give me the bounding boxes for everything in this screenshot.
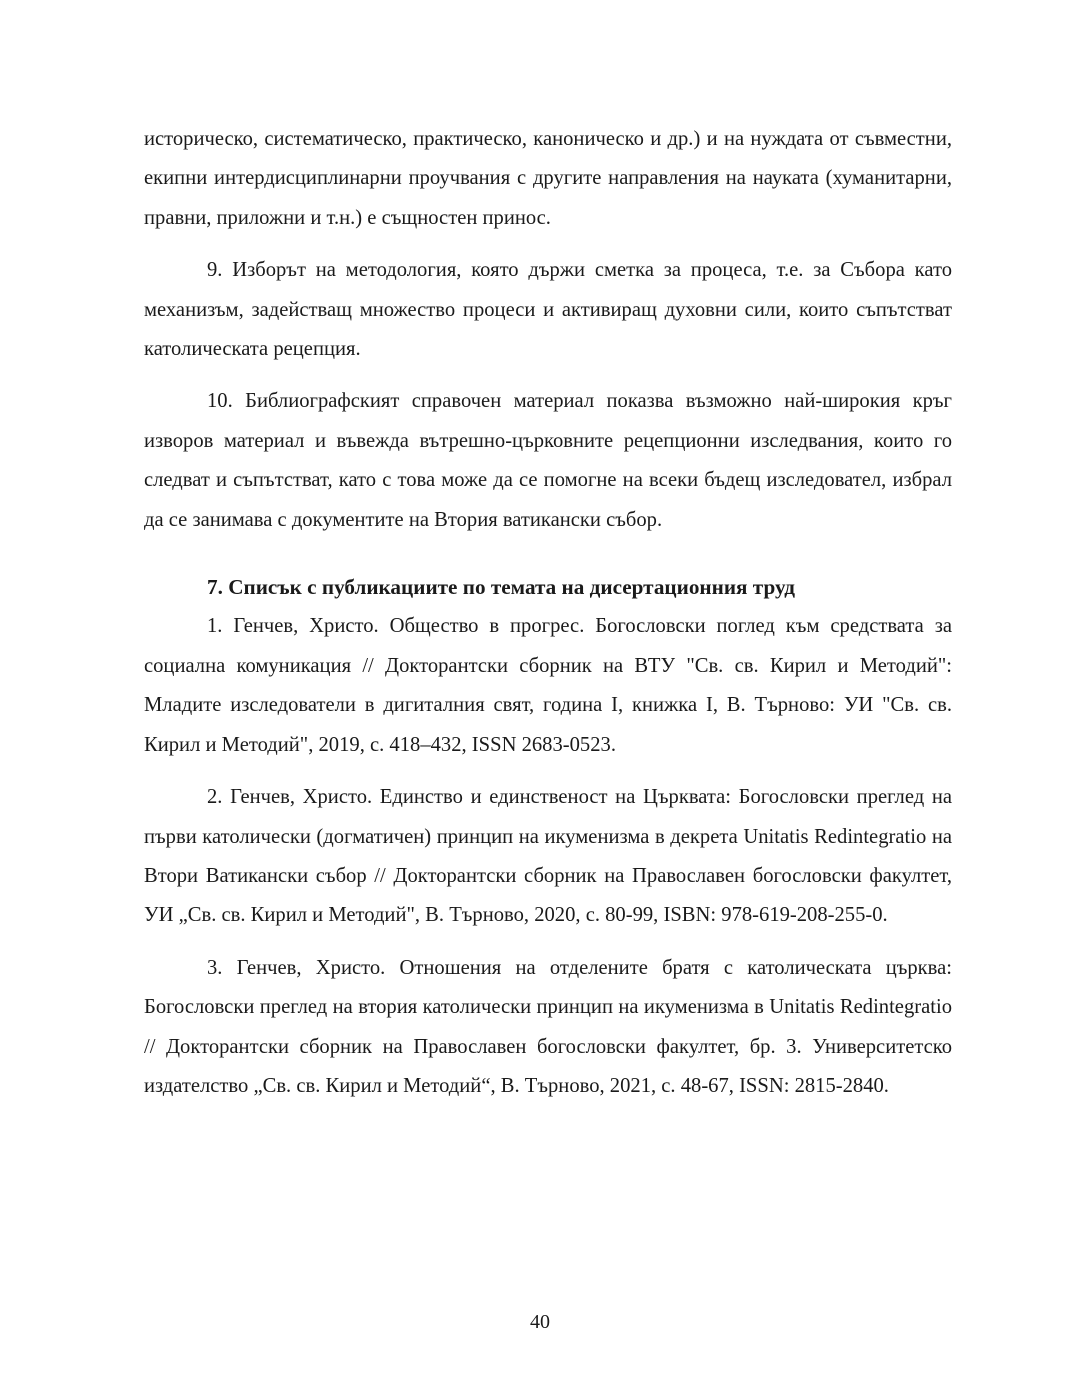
paragraph-contribution-continued: историческо, систематическо, практическо, каноническо и др.) и на нуждата от съвместни, екипни интердисциплинарни проучвания с другите направления на науката (хуманитарни, правни, приложни и т.н.) е същностен принос. [144,128,952,229]
page-number: 40 [530,1311,550,1333]
publication-item-1: 1. Генчев, Христо. Общество в прогрес. Богословски поглед към средствата за социална комуникация // Докторантски сборник на ВТУ "Св. св. Кирил и Методий": Младите изследователи в дигиталния свят, година I, книжка I, В. Търново: УИ "Св. св. Кирил и Методий", 2019, с. 418–432, ISSN 2683-0523. [144,615,952,756]
page-body [144,120,952,1106]
publication-item-2: 2. Генчев, Христо. Единство и единственост на Църквата: Богословски преглед на първи католически (догматичен) принцип на икуменизма в декрета Unitatis Redintegratio на Втори Ватикански събор // Докторантски сборник на Православен богословски факултет, УИ „Св. св. Кирил и Методий", В. Търново, 2020, с. 80-99, ISBN: 978-619-208-255-0. [144,786,952,927]
publication-item-3: 3. Генчев, Христо. Отношения на отделените братя с католическата църква: Богословски преглед на втория католически принцип на икуменизма в Unitatis Redintegratio // Докторантски сборник на Православен богословски факултет, бр. 3. Университетско издателство „Св. св. Кирил и Методий“, В. Търново, 2021, с. 48-67, ISSN: 2815-2840. [144,956,952,1097]
paragraph-contribution-9: 9. Изборът на методология, която държи сметка за процеса, т.е. за Събора като механизъм, задействащ множество процеси и активиращ духовни сили, които съпътстват католическата рецепция. [144,259,952,361]
paragraph-contribution-10: 10. Библиографският справочен материал показва възможно най-широкия кръг изворов материал и въвежда вътрешно-църковните рецепционни изследвания, които го следват и съпътстват, като с това може да се помогне на всеки бъдещ изследовател, избрал да се занимава с документите на Втория ватикански събор. [144,390,952,531]
section-heading-publications: 7. Списък с публикациите по темата на дисертационния труд [207,575,795,600]
